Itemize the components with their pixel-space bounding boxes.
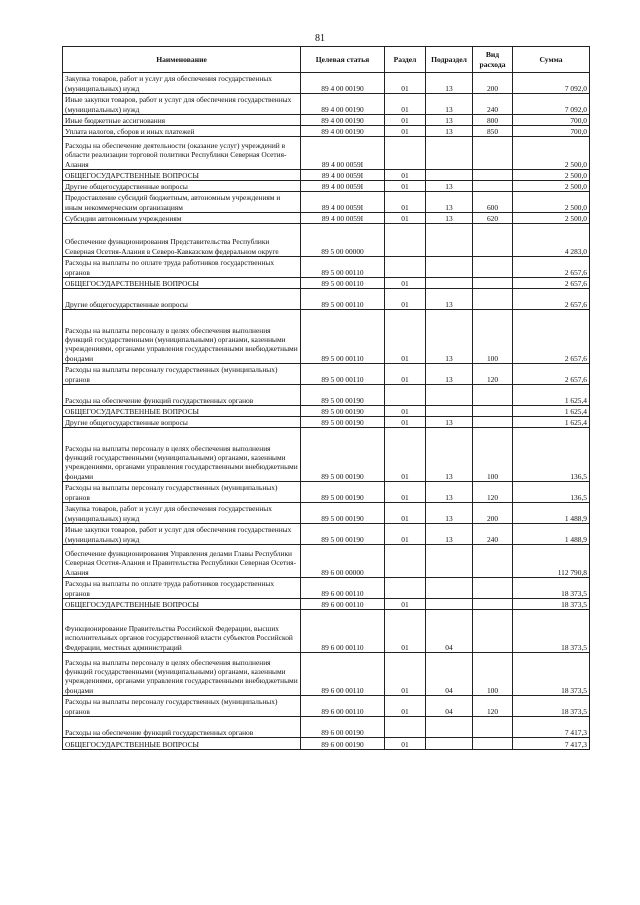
cell-code: 89 5 00 00190	[301, 482, 385, 503]
cell-type	[473, 137, 513, 170]
cell-code: 89 6 00 00110	[301, 653, 385, 696]
cell-code: 89 4 00 0059I	[301, 213, 385, 224]
table-row	[63, 310, 590, 364]
cell-section: 01	[385, 524, 426, 545]
cell-sum: 7 417,3	[513, 738, 590, 750]
cell-subsection	[426, 170, 473, 181]
cell-sum: 2 500,0	[513, 213, 590, 224]
cell-sum: 1 625,4	[513, 406, 590, 417]
cell-type: 200	[473, 503, 513, 524]
table-row	[63, 289, 590, 310]
cell-name: ОБЩЕГОСУДАРСТВЕННЫЕ ВОПРОСЫ	[63, 170, 301, 181]
cell-name: Другие общегосударственные вопросы	[63, 181, 301, 192]
cell-subsection: 13	[426, 289, 473, 310]
cell-name: Другие общегосударственные вопросы	[63, 417, 301, 428]
table-row	[63, 406, 590, 417]
cell-sum: 2 500,0	[513, 192, 590, 213]
table-row	[63, 192, 590, 213]
cell-sum: 7 092,0	[513, 73, 590, 94]
table-row	[63, 717, 590, 738]
cell-code: 89 4 00 0059I	[301, 137, 385, 170]
cell-code: 89 4 00 00190	[301, 115, 385, 126]
column-header-name: Наименование	[63, 47, 301, 73]
cell-name: Расходы на выплаты персоналу государственных (муниципальных) органов	[63, 482, 301, 503]
cell-section: 01	[385, 364, 426, 385]
cell-sum: 18 373,5	[513, 696, 590, 717]
cell-section: 01	[385, 406, 426, 417]
cell-sum: 136,5	[513, 482, 590, 503]
cell-subsection: 13	[426, 213, 473, 224]
cell-name: Иные закупки товаров, работ и услуг для обеспечения государственных (муниципальных) нужд	[63, 94, 301, 115]
table-row	[63, 213, 590, 224]
table-row	[63, 170, 590, 181]
cell-subsection: 13	[426, 115, 473, 126]
table-row	[63, 181, 590, 192]
table-row	[63, 482, 590, 503]
cell-name: Иные закупки товаров, работ и услуг для обеспечения государственных (муниципальных) нужд	[63, 524, 301, 545]
cell-subsection: 13	[426, 126, 473, 137]
cell-code: 89 5 00 00000	[301, 224, 385, 257]
cell-code: 89 4 00 00190	[301, 126, 385, 137]
cell-section: 01	[385, 115, 426, 126]
cell-type: 240	[473, 94, 513, 115]
cell-type	[473, 717, 513, 738]
cell-name: Предоставление субсидий бюджетным, автономным учреждениям и иным некоммерческим организациям	[63, 192, 301, 213]
cell-type	[473, 385, 513, 406]
cell-section: 01	[385, 278, 426, 289]
table-row	[63, 385, 590, 406]
cell-sum: 2 657,6	[513, 364, 590, 385]
table-row	[63, 503, 590, 524]
cell-type: 240	[473, 524, 513, 545]
cell-code: 89 6 00 00190	[301, 717, 385, 738]
cell-section: 01	[385, 503, 426, 524]
cell-code: 89 4 00 0059I	[301, 181, 385, 192]
cell-subsection: 13	[426, 94, 473, 115]
cell-code: 89 6 00 00110	[301, 599, 385, 610]
cell-type: 120	[473, 364, 513, 385]
cell-sum: 2 500,0	[513, 181, 590, 192]
cell-sum: 18 373,5	[513, 578, 590, 599]
table-row	[63, 428, 590, 482]
cell-type	[473, 545, 513, 578]
cell-sum: 2 500,0	[513, 137, 590, 170]
cell-sum: 136,5	[513, 428, 590, 482]
table-row	[63, 364, 590, 385]
cell-type	[473, 170, 513, 181]
cell-type	[473, 599, 513, 610]
cell-subsection: 13	[426, 192, 473, 213]
cell-subsection: 13	[426, 482, 473, 503]
column-header-subsection: Подраздел	[426, 47, 473, 73]
cell-type	[473, 224, 513, 257]
cell-type: 850	[473, 126, 513, 137]
cell-type	[473, 257, 513, 278]
cell-code: 89 5 00 00190	[301, 503, 385, 524]
cell-subsection: 13	[426, 310, 473, 364]
cell-code: 89 6 00 00110	[301, 610, 385, 653]
cell-sum: 2 500,0	[513, 170, 590, 181]
cell-section	[385, 385, 426, 406]
cell-name: Расходы на выплаты персоналу в целях обеспечения выполнения функций государственными (муниципальными) органами, казенными учреждениями, органами управления государственными внебюджетными фондами	[63, 653, 301, 696]
table-row	[63, 257, 590, 278]
cell-name: ОБЩЕГОСУДАРСТВЕННЫЕ ВОПРОСЫ	[63, 599, 301, 610]
cell-code: 89 4 00 0059I	[301, 192, 385, 213]
cell-name: Обеспечение функционирования Управления делами Главы Республики Северная Осетия-Алания и Правительства Республики Северная Осетия-Алания	[63, 545, 301, 578]
cell-name: Расходы на выплаты персоналу государственных (муниципальных) органов	[63, 364, 301, 385]
cell-name: Расходы на выплаты персоналу государственных (муниципальных) органов	[63, 696, 301, 717]
cell-sum: 700,0	[513, 115, 590, 126]
cell-code: 89 4 00 00190	[301, 94, 385, 115]
table-row	[63, 578, 590, 599]
cell-sum: 1 625,4	[513, 417, 590, 428]
cell-section: 01	[385, 94, 426, 115]
cell-name: Расходы на выплаты по оплате труда работников государственных органов	[63, 578, 301, 599]
table-row	[63, 94, 590, 115]
cell-name: Расходы на выплаты персоналу в целях обеспечения выполнения функций государственными (муниципальными) органами, казенными учреждениями, органами управления государственными внебюджетными фондами	[63, 428, 301, 482]
cell-code: 89 5 00 00190	[301, 385, 385, 406]
cell-section: 01	[385, 213, 426, 224]
cell-code: 89 6 00 00110	[301, 578, 385, 599]
cell-section: 01	[385, 610, 426, 653]
cell-code: 89 4 00 00190	[301, 73, 385, 94]
cell-section: 01	[385, 599, 426, 610]
cell-subsection	[426, 278, 473, 289]
cell-name: Расходы на обеспечение деятельности (оказание услуг) учреждений в области реализации торговой политики Республики Северная Осетия-Алания	[63, 137, 301, 170]
cell-name: Функционирование Правительства Российской Федерации, высших исполнительных органов государственной власти субъектов Российской Федерации, местных администраций	[63, 610, 301, 653]
cell-type	[473, 738, 513, 750]
cell-sum: 18 373,5	[513, 599, 590, 610]
cell-name: Уплата налогов, сборов и иных платежей	[63, 126, 301, 137]
cell-name: Другие общегосударственные вопросы	[63, 289, 301, 310]
cell-type	[473, 181, 513, 192]
cell-subsection: 13	[426, 417, 473, 428]
table-row	[63, 126, 590, 137]
cell-code: 89 5 00 00190	[301, 524, 385, 545]
cell-subsection: 04	[426, 653, 473, 696]
cell-type: 100	[473, 428, 513, 482]
column-header-code: Целевая статья	[301, 47, 385, 73]
cell-subsection: 13	[426, 364, 473, 385]
budget-table	[62, 46, 590, 750]
cell-code: 89 5 00 00110	[301, 364, 385, 385]
cell-name: Расходы на обеспечение функций государственных органов	[63, 717, 301, 738]
cell-name: Расходы на выплаты персоналу в целях обеспечения выполнения функций государственными (муниципальными) органами, казенными учреждениями, органами управления государственными внебюджетными фондами	[63, 310, 301, 364]
cell-code: 89 6 00 00000	[301, 545, 385, 578]
cell-code: 89 5 00 00110	[301, 278, 385, 289]
table-row	[63, 278, 590, 289]
cell-subsection: 13	[426, 503, 473, 524]
cell-subsection	[426, 385, 473, 406]
column-header-type: Вид расхода	[473, 47, 513, 73]
cell-subsection	[426, 224, 473, 257]
cell-section	[385, 137, 426, 170]
cell-subsection	[426, 257, 473, 278]
cell-subsection: 04	[426, 610, 473, 653]
cell-subsection: 13	[426, 428, 473, 482]
cell-type: 120	[473, 696, 513, 717]
cell-section: 01	[385, 192, 426, 213]
cell-type	[473, 610, 513, 653]
table-row	[63, 696, 590, 717]
cell-sum: 1 625,4	[513, 385, 590, 406]
table-header-row	[63, 47, 590, 73]
table-row	[63, 115, 590, 126]
cell-name: Закупка товаров, работ и услуг для обеспечения государственных (муниципальных) нужд	[63, 73, 301, 94]
cell-name: Расходы на обеспечение функций государственных органов	[63, 385, 301, 406]
cell-subsection	[426, 578, 473, 599]
cell-type: 120	[473, 482, 513, 503]
cell-subsection: 13	[426, 181, 473, 192]
cell-section: 01	[385, 738, 426, 750]
cell-name: Обеспечение функционирования Представительства Республики Северная Осетия-Алания в Северо-Кавказском федеральном округе	[63, 224, 301, 257]
page-number: 81	[315, 33, 325, 44]
cell-type: 600	[473, 192, 513, 213]
cell-type	[473, 278, 513, 289]
cell-sum: 7 092,0	[513, 94, 590, 115]
cell-name: Субсидии автономным учреждениям	[63, 213, 301, 224]
cell-code: 89 4 00 0059I	[301, 170, 385, 181]
cell-sum: 2 657,6	[513, 257, 590, 278]
cell-section	[385, 578, 426, 599]
cell-subsection	[426, 717, 473, 738]
table-row	[63, 545, 590, 578]
cell-section: 01	[385, 653, 426, 696]
table-row	[63, 599, 590, 610]
cell-sum: 2 657,6	[513, 289, 590, 310]
cell-type	[473, 417, 513, 428]
cell-section: 01	[385, 289, 426, 310]
cell-section: 01	[385, 181, 426, 192]
cell-code: 89 6 00 00110	[301, 696, 385, 717]
cell-sum: 4 283,0	[513, 224, 590, 257]
cell-section: 01	[385, 126, 426, 137]
cell-name: Расходы на выплаты по оплате труда работников государственных органов	[63, 257, 301, 278]
table-row	[63, 137, 590, 170]
cell-section	[385, 257, 426, 278]
cell-subsection	[426, 599, 473, 610]
cell-section: 01	[385, 73, 426, 94]
cell-section: 01	[385, 310, 426, 364]
cell-name: ОБЩЕГОСУДАРСТВЕННЫЕ ВОПРОСЫ	[63, 406, 301, 417]
table-row	[63, 224, 590, 257]
cell-type	[473, 289, 513, 310]
table-row	[63, 417, 590, 428]
cell-name: Иные бюджетные ассигнования	[63, 115, 301, 126]
cell-subsection	[426, 406, 473, 417]
cell-section: 01	[385, 482, 426, 503]
cell-code: 89 5 00 00190	[301, 417, 385, 428]
cell-sum: 1 488,9	[513, 503, 590, 524]
column-header-section: Раздел	[385, 47, 426, 73]
cell-type: 620	[473, 213, 513, 224]
cell-type: 100	[473, 310, 513, 364]
cell-subsection	[426, 738, 473, 750]
cell-section	[385, 717, 426, 738]
cell-sum: 7 417,3	[513, 717, 590, 738]
cell-sum: 1 488,9	[513, 524, 590, 545]
cell-name: ОБЩЕГОСУДАРСТВЕННЫЕ ВОПРОСЫ	[63, 738, 301, 750]
cell-code: 89 6 00 00190	[301, 738, 385, 750]
table-row	[63, 524, 590, 545]
table-row	[63, 653, 590, 696]
table-row	[63, 73, 590, 94]
cell-section: 01	[385, 417, 426, 428]
cell-type: 200	[473, 73, 513, 94]
cell-type: 800	[473, 115, 513, 126]
cell-section: 01	[385, 696, 426, 717]
column-header-sum: Сумма	[513, 47, 590, 73]
cell-code: 89 5 00 00110	[301, 310, 385, 364]
cell-section: 01	[385, 170, 426, 181]
cell-name: ОБЩЕГОСУДАРСТВЕННЫЕ ВОПРОСЫ	[63, 278, 301, 289]
cell-type	[473, 406, 513, 417]
cell-sum: 18 373,5	[513, 653, 590, 696]
cell-section	[385, 545, 426, 578]
cell-subsection: 13	[426, 524, 473, 545]
cell-type: 100	[473, 653, 513, 696]
table-row	[63, 738, 590, 750]
cell-sum: 700,0	[513, 126, 590, 137]
cell-code: 89 5 00 00110	[301, 289, 385, 310]
cell-sum: 18 373,5	[513, 610, 590, 653]
table-row	[63, 610, 590, 653]
cell-code: 89 5 00 00190	[301, 428, 385, 482]
cell-code: 89 5 00 00190	[301, 406, 385, 417]
cell-subsection: 04	[426, 696, 473, 717]
cell-subsection	[426, 545, 473, 578]
cell-subsection	[426, 137, 473, 170]
cell-section: 01	[385, 428, 426, 482]
cell-type	[473, 578, 513, 599]
cell-sum: 112 790,8	[513, 545, 590, 578]
cell-subsection: 13	[426, 73, 473, 94]
cell-sum: 2 657,6	[513, 310, 590, 364]
cell-name: Закупка товаров, работ и услуг для обеспечения государственных (муниципальных) нужд	[63, 503, 301, 524]
cell-code: 89 5 00 00110	[301, 257, 385, 278]
cell-section	[385, 224, 426, 257]
cell-sum: 2 657,6	[513, 278, 590, 289]
